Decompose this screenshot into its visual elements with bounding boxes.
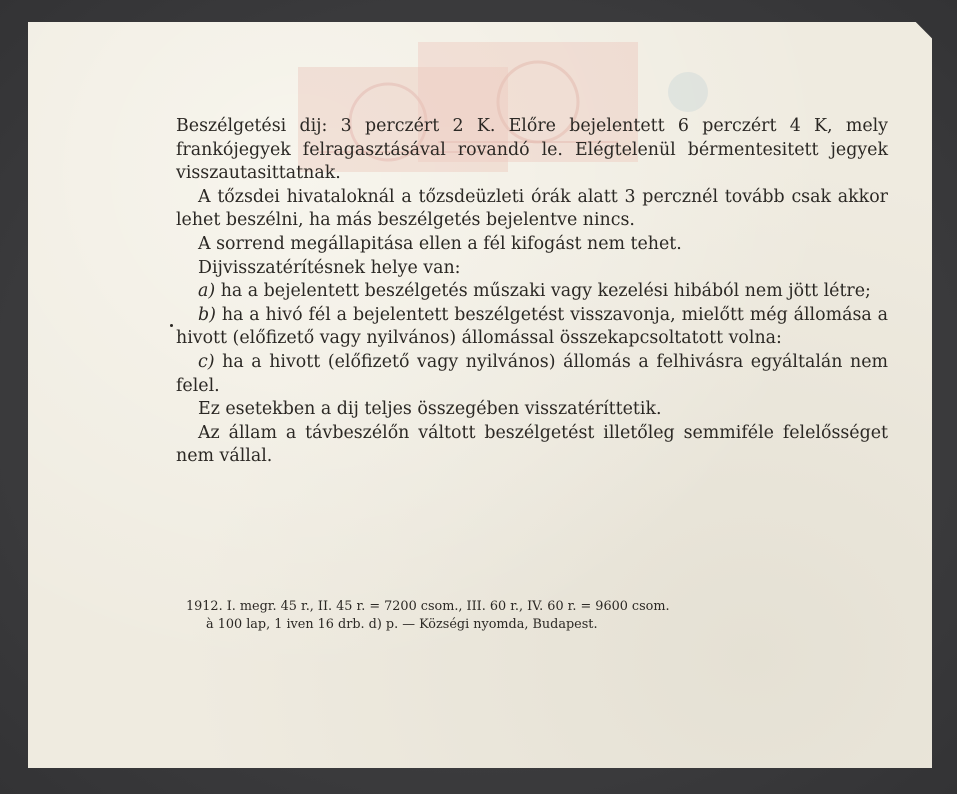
printer-imprint xyxy=(186,598,891,634)
case-a-text: ha a bejelentett beszélgetés műszaki vagy kezelési hibából nem jött létre; xyxy=(220,281,871,302)
ink-dot xyxy=(170,324,173,327)
case-c-text: ha a hivott (előfizető vagy nyilvános) állomás a felhivásra egyáltalán nem felel. xyxy=(176,351,889,396)
paragraph-fee: Beszélgetési dij: 3 perczért 2 K. Előre bejelentett 6 perczért 4 K, mely frankójegyek felragasztásával rovandó le. Elégtelenül bérmentesitett jegyek visszautasittatnak. xyxy=(176,116,888,184)
paper-stain xyxy=(668,72,708,112)
case-letter-a: a) xyxy=(198,281,216,302)
imprint-line-1: 1912. I. megr. 45 r., II. 45 r. = 7200 csom., III. 60 r., IV. 60 r. = 9600 csom. xyxy=(186,599,670,614)
case-letter-b: b) xyxy=(198,304,216,325)
case-letter-c: c) xyxy=(198,351,215,372)
paragraph-order: A sorrend megállapitása ellen a fél kifogást nem tehet. xyxy=(198,233,682,254)
paragraph-case-c xyxy=(176,351,888,398)
paragraph-exchange: A tőzsdei hivataloknál a tőzsdeüzleti órák alatt 3 percznél tovább csak akkor lehet beszélni, ha más beszélgetés bejelentve nincs. xyxy=(176,186,888,231)
paragraph-case-b xyxy=(176,304,888,351)
paragraph-case-a xyxy=(176,280,888,304)
paragraph-refund-intro: Dijvisszatérítésnek helye van: xyxy=(198,257,461,278)
case-b-text: ha a hivó fél a bejelentett beszélgetést visszavonja, mielőtt még állomása a hivott (előfizető vagy nyilvános) állomással összekapcsoltatott volna: xyxy=(176,304,888,349)
paragraph-refund-full: Ez esetekben a dij teljes összegében visszatéríttetik. xyxy=(198,399,662,420)
notice-text xyxy=(176,115,888,469)
imprint-line-2: à 100 lap, 1 iven 16 drb. d) p. — Községi nyomda, Budapest. xyxy=(206,617,598,632)
paragraph-liability: Az állam a távbeszélőn váltott beszélgetést illetőleg semmiféle felelősséget nem vállal. xyxy=(176,422,888,467)
